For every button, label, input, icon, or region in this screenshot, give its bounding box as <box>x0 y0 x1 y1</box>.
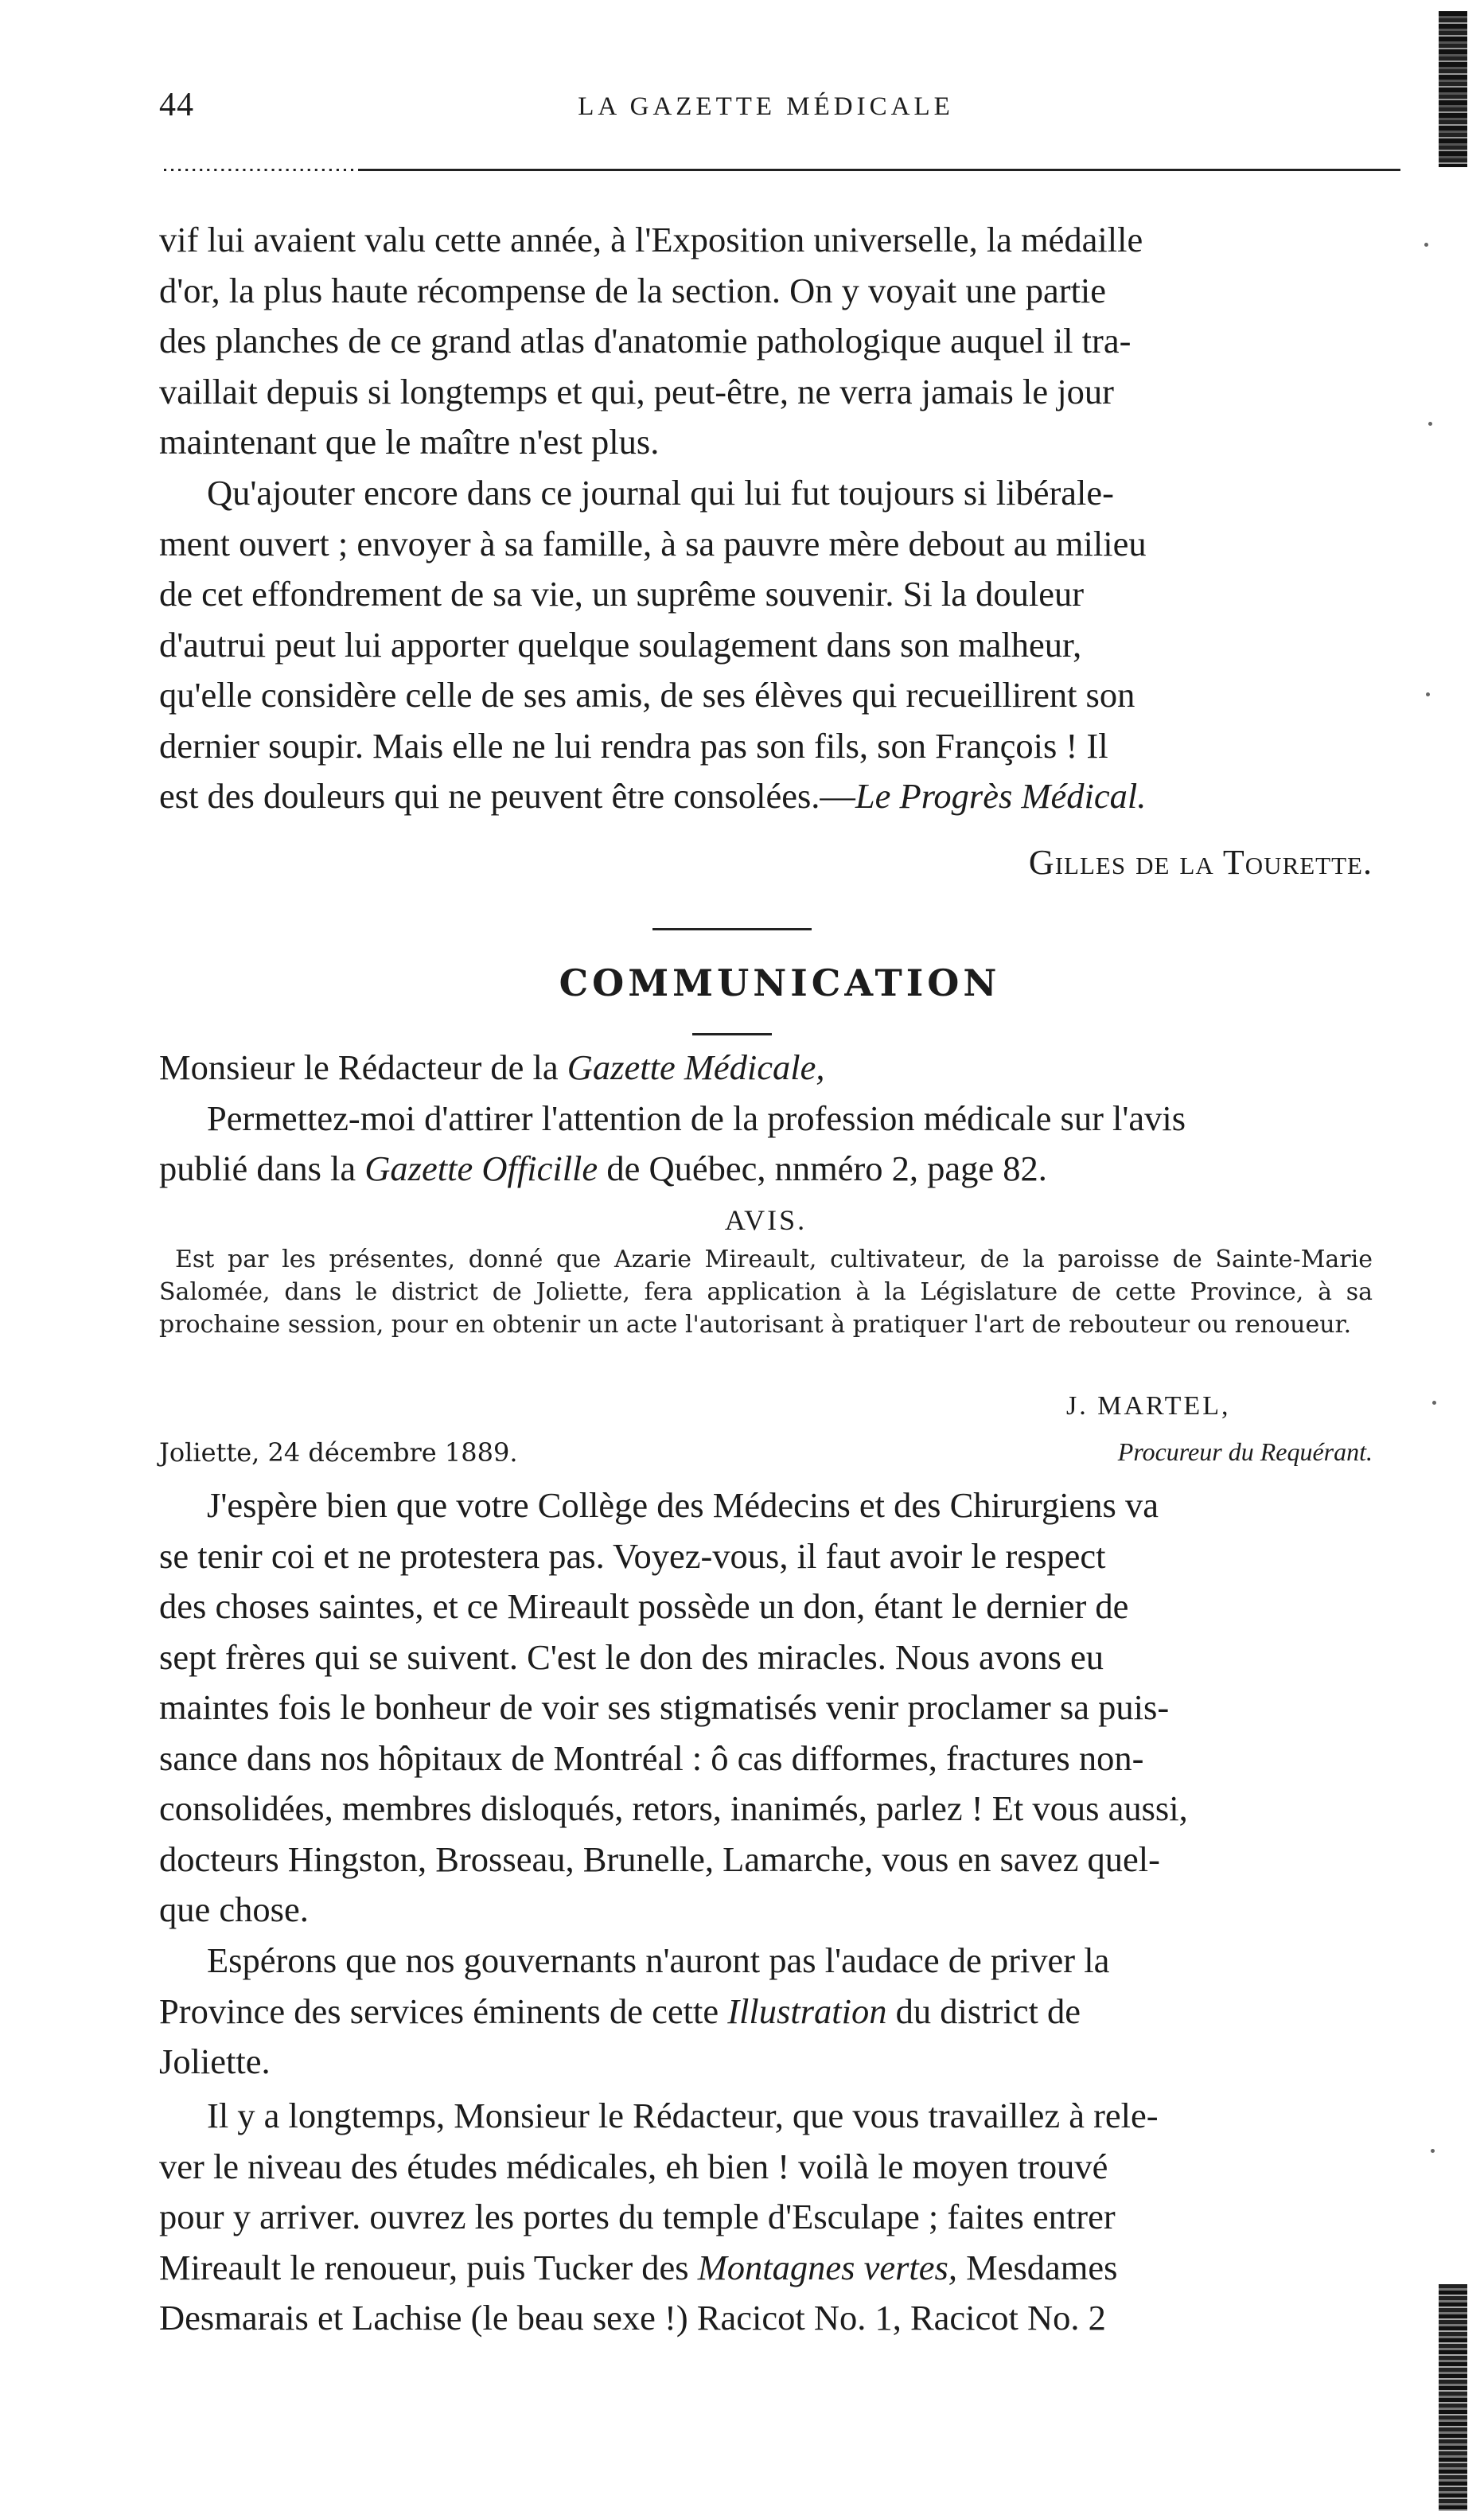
communication-paragraph-3 <box>159 1480 1400 1936</box>
obituary-paragraph-1 <box>159 215 1400 468</box>
communication-intro <box>159 1043 1400 1195</box>
text-line: d'autrui peut lui apporter quelque soulagement dans son malheur, <box>159 624 1082 665</box>
line-text: est des douleurs qui ne peuvent être consolées.— <box>159 776 855 816</box>
scan-edge-bottom <box>1439 2284 1467 2511</box>
text-line <box>159 2243 1400 2294</box>
text-line: de cet effondrement de sa vie, un suprême souvenir. Si la douleur <box>159 574 1085 614</box>
section-heading: COMMUNICATION <box>559 961 1001 1004</box>
notice-text: Est par les présentes, donné que Azarie Mireault, cultivateur, de la paroisse de Sainte-Marie Salomée, dans le district de Joliette, fera application à la Législature de cette Province, à sa prochaine session, pour en obtenir un acte l'autorisant à pratiquer l'art de rebouteur ou renoueur. <box>159 1246 1373 1339</box>
text-line: maintenant que le maître n'est plus. <box>159 422 660 462</box>
notice-signer-role: Procureur du Requérant. <box>1117 1437 1373 1466</box>
scan-speck <box>1426 692 1430 696</box>
line-text: Mireault le renoueur, puis Tucker des <box>159 2247 698 2287</box>
text-line <box>159 1144 1400 1195</box>
text-line: ver le niveau des études médicales, eh bien ! voilà le moyen trouvé <box>159 2146 1108 2186</box>
journal-name: Gazette Médicale, <box>567 1047 825 1087</box>
text-line: J'espère bien que votre Collège des Médecins et des Chirurgiens va <box>207 1485 1159 1525</box>
text-line: sance dans nos hôpitaux de Montréal : ô cas difformes, fractures non- <box>159 1737 1144 1778</box>
header-rule <box>159 169 1400 171</box>
text-line: vaillait depuis si longtemps et qui, peut-être, ne verra jamais le jour <box>159 371 1114 411</box>
notice-place-date: Joliette, 24 décembre 1889. <box>159 1437 518 1468</box>
text-line: Joliette. <box>159 2041 271 2081</box>
line-text: du district de <box>886 1991 1081 2031</box>
scan-speck <box>1431 2149 1435 2153</box>
text-line: sept frères qui se suivent. C'est le don des miracles. Nous avons eu <box>159 1636 1104 1677</box>
text-line: pour y arriver. ouvrez les portes du temple d'Esculape ; faites entrer <box>159 2197 1116 2236</box>
text-line: Espérons que nos gouvernants n'auront pas l'audace de priver la <box>207 1940 1110 1980</box>
scan-edge-top <box>1439 11 1467 167</box>
text-line: dernier soupir. Mais elle ne lui rendra pas son fils, son François ! Il <box>159 725 1108 766</box>
notice-title: AVIS. <box>724 1204 808 1236</box>
text-line: que chose. <box>159 1889 309 1929</box>
page-number: 44 <box>159 87 194 123</box>
text-line: Permettez-moi d'attirer l'attention de la profession médicale sur l'avis <box>207 1098 1186 1138</box>
heading-rule <box>692 1033 772 1035</box>
communication-paragraph-5 <box>159 2091 1400 2344</box>
text-line: Qu'ajouter encore dans ce journal qui lui fut toujours si libérale- <box>207 473 1114 513</box>
text-line: des planches de ce grand atlas d'anatomie pathologique auquel il tra- <box>159 321 1132 361</box>
text-line: vif lui avaient valu cette année, à l'Exposition universelle, la médaille <box>159 220 1143 259</box>
text-line: Desmarais et Lachise (le beau sexe !) Racicot No. 1, Racicot No. 2 <box>159 2298 1106 2338</box>
line-text: de Québec, nnméro 2, page 82. <box>598 1148 1047 1188</box>
scan-speck <box>1432 1401 1436 1405</box>
salutation-text: Monsieur le Rédacteur de la <box>159 1047 567 1087</box>
scan-speck <box>1428 422 1432 426</box>
salutation <box>159 1043 1400 1094</box>
text-line: maintes fois le bonheur de voir ses stigmatisés venir proclamer sa puis- <box>159 1687 1170 1727</box>
scan-speck <box>1424 243 1428 247</box>
notice-signer: J. MARTEL, <box>1066 1391 1231 1421</box>
source-citation: Le Progrès Médical. <box>855 776 1147 816</box>
text-line: se tenir coi et ne protestera pas. Voyez-vous, il faut avoir le respect <box>159 1535 1106 1576</box>
italic-word: Illustration <box>727 1991 887 2031</box>
text-line: ment ouvert ; envoyer à sa famille, à sa pauvre mère debout au milieu <box>159 523 1147 563</box>
text-line <box>159 1987 1400 2037</box>
communication-paragraph-4 <box>159 1936 1400 2088</box>
line-text: publié dans la <box>159 1148 365 1188</box>
text-line <box>159 771 1400 822</box>
text-line: consolidées, membres disloqués, retors, inanimés, parlez ! Et vous aussi, <box>159 1788 1188 1828</box>
text-line: docteurs Hingston, Brosseau, Brunelle, Lamarche, vous en savez quel- <box>159 1838 1160 1879</box>
obituary-paragraph-2 <box>159 468 1400 822</box>
text-line: d'or, la plus haute récompense de la section. On y voyait une partie <box>159 270 1107 310</box>
text-line: Il y a longtemps, Monsieur le Rédacteur, que vous travaillez à rele- <box>207 2096 1159 2135</box>
obituary-signature: Gilles de la Tourette. <box>1028 843 1373 882</box>
text-line: qu'elle considère celle de ses amis, de ses élèves qui recueillirent son <box>159 675 1135 715</box>
text-line: des choses saintes, et ce Mireault possède un don, étant le dernier de <box>159 1586 1129 1626</box>
line-text: Mesdames <box>956 2247 1118 2287</box>
section-divider <box>652 928 812 930</box>
journal-name: Gazette Officille <box>364 1148 598 1188</box>
running-title: LA GAZETTE MÉDICALE <box>578 92 954 121</box>
italic-phrase: Montagnes vertes, <box>697 2247 957 2287</box>
line-text: Province des services éminents de cette <box>159 1991 728 2031</box>
